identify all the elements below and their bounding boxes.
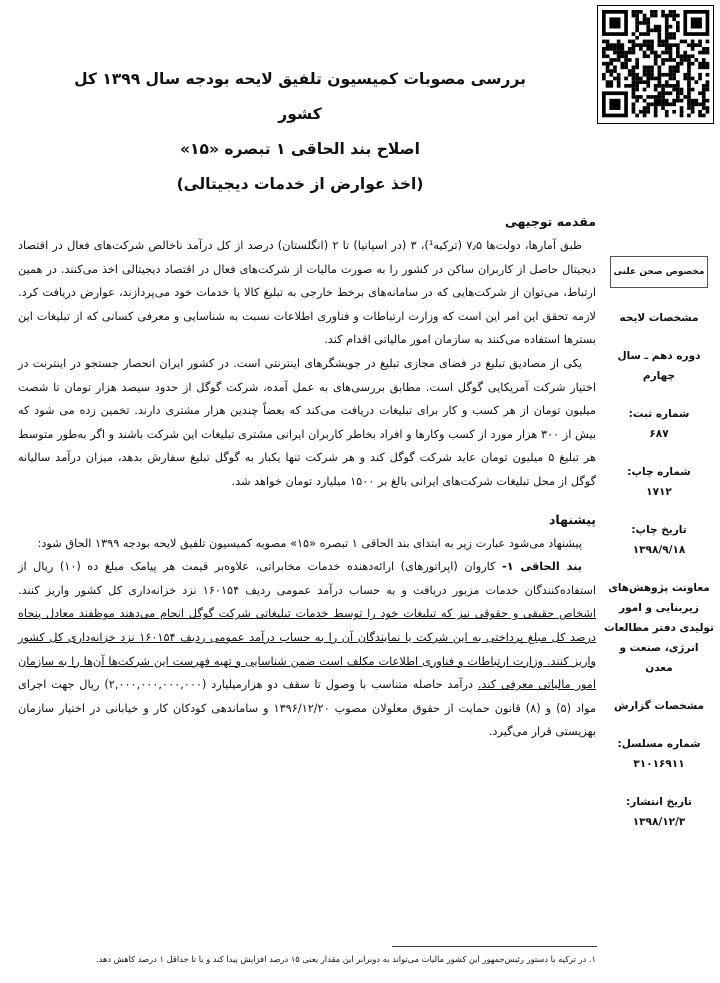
clause-amendment-text: اشخاص حقیقی و حقوقی نیز که تبلیغات خود را توسط خدمات تبلیغاتی شرکت گوگل انجام می‌دهند موظفند معادل پنجاه درصد کل مبلغ پرداختی به این شرکت یا نمایندگان آن را به حساب درآمد عمومی ردیف ۱۶۰۱۵۴ نزد خزانه‌داری کل کشور واریز کنند. وزارت ارتباطات و فناوری اطلاعات مکلف است ضمن شناسایی و تهیه فهرست این شرکت‌ها آن‌ها را به سازمان امور مالیاتی معرفی کند. xyxy=(18,607,596,692)
serial-number xyxy=(604,734,714,774)
serial-label: شماره مسلسل: xyxy=(617,738,701,750)
registration-number xyxy=(604,404,714,444)
footnote: ۱. در ترکیه با دستور رئیس‌جمهور این کشور مالیات می‌تواند به دوبرابر این مقدار یعنی ۱۵ درصد افزایش پیدا کند و یا تا حداقل ۱ درصد کاهش دهد. xyxy=(95,954,596,964)
footnote-divider xyxy=(392,946,597,947)
bill-specs-heading: مشخصات لایحه xyxy=(619,312,699,324)
clause-text-1: کاروان (اپراتورهای) ارائه‌دهنده خدمات مخابراتی، علاوه‌بر قیمت هر پیامک مبلغ ده (۱۰) ریال از استفاده‌کنندگان خدمات مزبور دریافت و به حساب درآمد عمومی ردیف ۱۶۰۱۵۴ نزد خزانه‌داری کل کشور واریز کنند. xyxy=(18,560,596,597)
deputy-name: معاونت پژوهش‌های زیربنایی و امور تولیدی دفتر مطالعات انرژی، صنعت و معدن xyxy=(604,582,714,674)
intro-paragraph-2: یکی از مصادیق تبلیغ در فضای مجازی تبلیغ در جویشگرهای اینترنتی است. در کشور ایران انحصار جستجو در اینترنت در اختیار شرکت آمریکایی گوگل است. مطابق بررسی‌های به عمل آمده، شرکت گوگل از حدود سیصد هزار تومان تا شصت میلیون تومان از هر کسب و کار برای تبلیغات دریافت می‌کند که بعضاً چندین هزار مشتری دارند. تخمین زده می شود که بیش از ۳۰۰ هزار مورد از کسب وکارها و افراد بخاطر کاربران ایرانی مشتری تبلیغات این شرکت باشند و اگر به‌طور متوسط هر تبلیغ ۵ میلیون تومان عاید شرکت گوگل کند و هر شرکت تنها یکبار به گوگل تبلیغ سفارش بدهد، میزان درآمد سالیانه گوگل از محل تبلیغات شرکت‌های ایرانی بالغ بر ۱۵۰۰ میلیارد تومان خواهد شد. xyxy=(18,356,596,488)
registration-value: ۶۸۷ xyxy=(649,428,669,440)
main-content xyxy=(18,210,596,744)
qr-code xyxy=(597,5,714,124)
title-line-2: اصلاح بند الحاقی ۱ تبصره «۱۵» xyxy=(180,140,420,158)
term-label: دوره دهم ـ سال چهارم xyxy=(617,350,701,382)
document-title xyxy=(70,62,530,202)
publish-date-label: تاریخ انتشار: xyxy=(626,796,692,808)
print-number xyxy=(604,462,714,502)
registration-label: شماره ثبت: xyxy=(628,408,690,420)
clause-text-2: درآمد حاصله متناسب با وصول تا سقف دو هزارمیلیارد (۲,۰۰۰,۰۰۰,۰۰۰,۰۰۰) ریال جهت اجرای مواد (۵) و (۸) قانون حمایت از حقوق معلولان مصوب ۱۳۹۶/۱۲/۲۰ و ساماندهی کودکان کار و خیابانی در اختیار سازمان بهزیستی قرار می‌گیرد. xyxy=(18,678,597,739)
title-line-1: بررسی مصوبات کمیسیون تلفیق لایحه بودجه سال ۱۳۹۹ کل کشور xyxy=(74,70,526,123)
proposal-paragraph: پیشنهاد می‌شود عبارت زیر به ابتدای بند الحاقی ۱ تبصره «۱۵» مصوبه کمیسیون تلفیق لایحه بودجه ۱۳۹۹ الحاق شود: xyxy=(37,536,582,550)
print-date-label: تاریخ چاپ: xyxy=(631,524,687,536)
clause-paragraph xyxy=(18,555,596,744)
print-label: شماره چاپ: xyxy=(627,466,691,478)
serial-value: ۳۱۰۱۶۹۱۱ xyxy=(633,758,685,770)
intro-paragraph-1: طبق آمارها، دولت‌ها ۷٫۵ (ترکیه¹)، ۳ (در اسپانیا) تا ۲ (انگلستان) درصد از کل درآمد ناخالص شرکت‌های فعال در اقتصاد دیجیتال حاصل از کاربران ساکن در کشور را به صورت مالیات از شرکت‌های فعال در اقتصاد دیجیتالی اخذ می‌کنند. در همین ارتباط، می‌توان از شرکت‌هایی که در سامانه‌های برخط خارجی به تبلیغ کالا یا خدمات خود می‌پردازند، عوارض دریافت کرد. لازمه تحقق این امر این است که وزارت ارتباطات و فناوری اطلاعات نسبت به شناسایی و معرفی کسانی که از تبلیغات این بسترها استفاده می‌کنند به سازمان امور مالیاتی اقدام کند. xyxy=(18,239,596,347)
publish-date xyxy=(604,792,714,832)
print-date xyxy=(604,520,714,560)
intro-heading: مقدمه توجیهی xyxy=(504,214,596,229)
publish-date-value: ۱۳۹۸/۱۲/۳ xyxy=(632,816,686,828)
print-value: ۱۷۱۲ xyxy=(646,486,672,498)
proposal-heading: پیشنهاد xyxy=(549,511,596,527)
title-line-3: (اخذ عوارض از خدمات دیجیتالی) xyxy=(176,175,424,193)
print-date-value: ۱۳۹۸/۹/۱۸ xyxy=(632,544,686,556)
plenary-badge: مخصوص صحن علنی xyxy=(610,256,708,288)
sidebar xyxy=(604,256,714,850)
report-specs-heading: مشخصات گزارش xyxy=(613,700,705,712)
clause-label: بند الحاقی ۱- xyxy=(502,560,582,574)
